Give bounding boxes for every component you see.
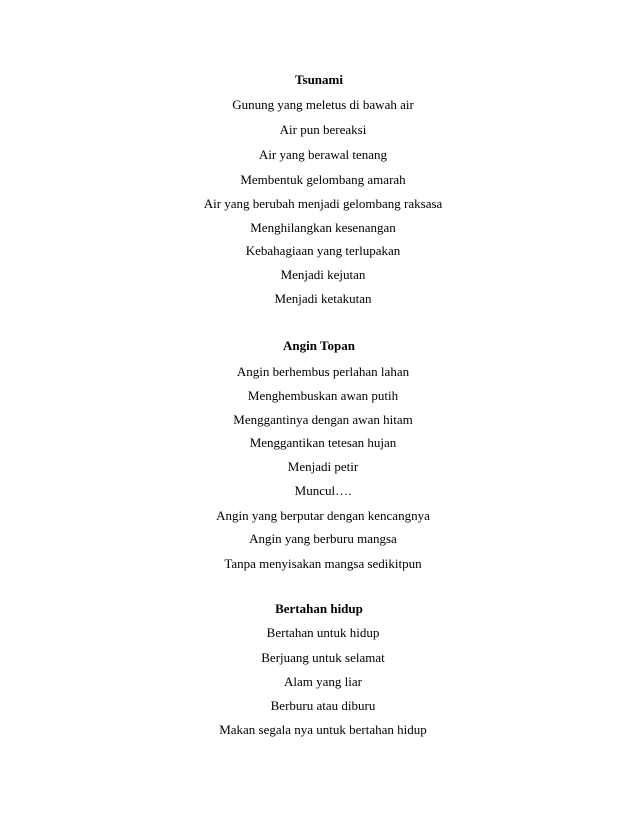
poem-line: Berburu atau diburu	[270, 698, 376, 713]
poem-line: Bertahan untuk hidup	[266, 625, 380, 640]
poem-line: Air pun bereaksi	[279, 122, 367, 137]
poem-line: Menghembuskan awan putih	[247, 388, 399, 403]
poem-title: Tsunami	[295, 72, 343, 87]
poem-line: Menggantinya dengan awan hitam	[233, 412, 413, 427]
poem-line: Muncul….	[294, 483, 352, 498]
poem-title: Bertahan hidup	[275, 601, 363, 616]
poem-line: Alam yang liar	[284, 674, 362, 689]
poem-title: Angin Topan	[283, 338, 355, 353]
poem-line: Menggantikan tetesan hujan	[249, 435, 397, 450]
poem-line: Gunung yang meletus di bawah air	[232, 97, 414, 112]
poem-line: Berjuang untuk selamat	[261, 650, 385, 665]
poem-line: Menjadi petir	[287, 459, 359, 474]
poem-line: Angin yang berburu mangsa	[249, 531, 397, 546]
poem-line: Membentuk gelombang amarah	[240, 172, 406, 187]
poem-line: Menjadi ketakutan	[274, 291, 372, 306]
poem-line: Kebahagiaan yang terlupakan	[245, 243, 401, 258]
poem-line: Menghilangkan kesenangan	[250, 220, 396, 235]
poem-line: Menjadi kejutan	[280, 267, 366, 282]
poem-line: Air yang berubah menjadi gelombang raksasa	[203, 196, 443, 211]
poem-line: Tanpa menyisakan mangsa sedikitpun	[224, 556, 422, 571]
poem-line: Air yang berawal tenang	[258, 147, 388, 162]
poem-line: Angin berhembus perlahan lahan	[236, 364, 410, 379]
poem-line: Makan segala nya untuk bertahan hidup	[219, 722, 427, 737]
poem-line: Angin yang berputar dengan kencangnya	[216, 508, 430, 523]
